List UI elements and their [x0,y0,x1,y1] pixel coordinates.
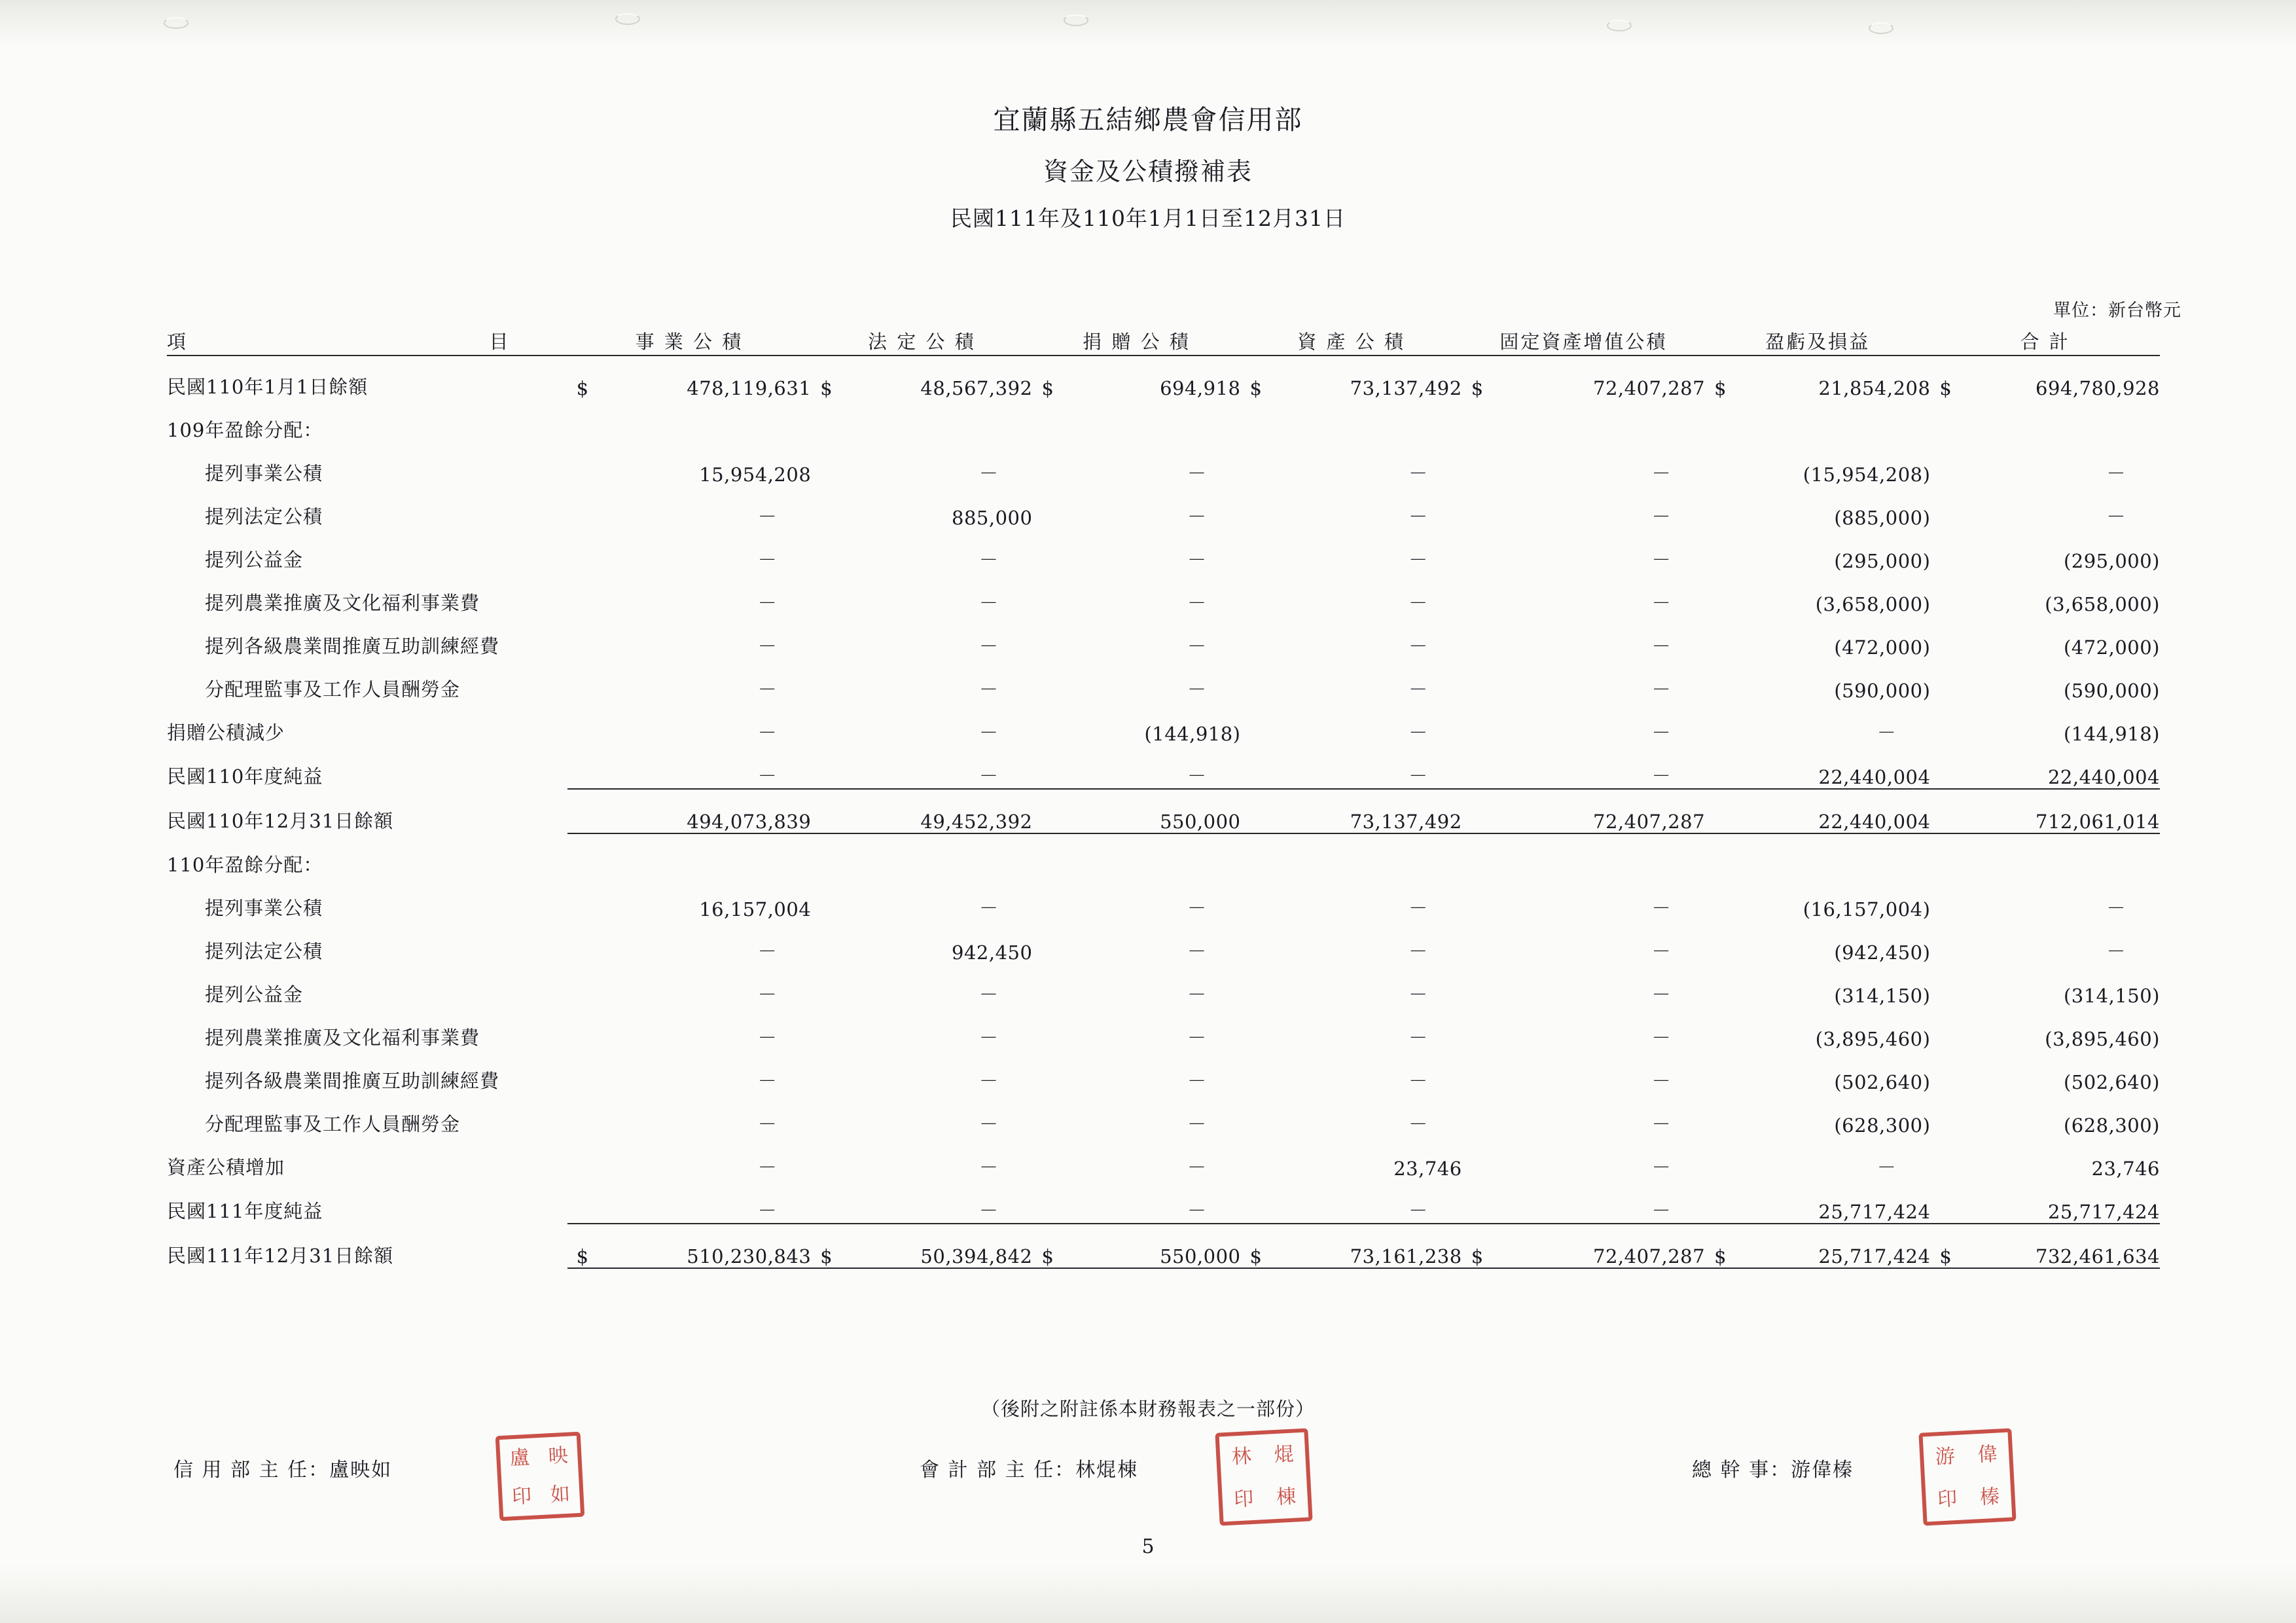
currency-symbol: $ [1471,1245,1484,1267]
cell-value: － [1032,1180,1240,1224]
cell-value: － [757,678,778,701]
row-label: 提列法定公積 [205,940,323,962]
cell-value: (472,000) [2063,636,2160,659]
cell-value: － [1408,678,1428,701]
title-block [0,98,2296,232]
red-seal-stamp-accounting: 林 焜 印 棟 [1215,1428,1312,1525]
cell-value: 16,157,004 [699,898,812,921]
currency-symbol: $ [1714,377,1727,399]
signature-general-manager: 總 幹 事：游偉榛 [1692,1459,1854,1482]
cell-value: 494,073,839 [567,789,812,833]
cell-value: 22,440,004 [1705,745,1930,789]
table-row [167,745,2160,789]
cell-value: － [2106,505,2126,528]
table-row [167,1180,2160,1224]
cell-value: － [1651,897,1672,919]
row-label: 提列事業公積 [205,462,323,484]
report-period: 民國111年及110年1月1日至12月31日 [950,206,1346,231]
cell-value: － [1187,635,1207,657]
table-row [167,572,2160,615]
cell-value: － [1408,1070,1428,1092]
column-header-item-left: 項 [167,331,187,353]
cell-value: － [978,635,999,657]
page-number: 5 [1141,1535,1155,1558]
cell-value: (295,000) [1834,550,1931,572]
cell-value: － [1187,549,1207,571]
cell-value: － [1408,505,1428,528]
column-header-item [167,327,567,354]
cell-value: － [1462,745,1705,789]
table-row [167,1224,2160,1268]
cell-value: － [1651,1113,1672,1135]
red-seal-stamp-manager: 游 偉 印 榛 [1918,1428,2016,1525]
cell-value: － [757,1113,778,1135]
cell-value: 885,000 [952,507,1033,529]
cell-value: 23,746 [2091,1158,2160,1180]
currency-symbol: $ [1249,377,1263,399]
cell-value: 550,000 [1032,789,1240,833]
cell-value: － [1241,1180,1462,1224]
currency-symbol: $ [1471,377,1484,399]
cell-value: － [1651,940,1672,962]
cell-value: － [978,897,999,919]
row-label: 提列法定公積 [205,505,323,528]
cell-value: － [978,983,999,1006]
table-row [167,529,2160,572]
cell-value: $ 478,119,631 [567,356,812,399]
row-label: 提列公益金 [205,549,304,571]
cell-value: － [978,1027,999,1049]
row-label: 民國110年1月1日餘額 [167,376,368,398]
cell-value: － [1408,462,1428,484]
cell-value: $ 550,000 [1032,1224,1240,1268]
cell-value: － [2106,940,2126,962]
cell-value: (628,300) [2063,1114,2160,1137]
cell-value: － [1187,940,1207,962]
cell-value: － [1408,592,1428,614]
row-label: 民國111年度純益 [167,1200,323,1222]
cell-value: － [1651,678,1672,701]
cell-value [1705,399,1930,443]
cell-value: － [1187,678,1207,701]
cell-value [1241,833,1462,877]
cell-value [1930,399,2160,443]
report-title: 資金及公積撥補表 [1043,157,1253,186]
currency-symbol: $ [1714,1245,1727,1267]
cell-value: (314,150) [2063,985,2160,1007]
table-row [167,615,2160,659]
cell-value: － [1651,1027,1672,1049]
cell-value: － [2106,462,2126,484]
row-label: 民國110年度純益 [167,765,323,788]
cell-value: － [978,678,999,701]
cell-value: － [1187,1156,1207,1178]
column-header-5: 固定資產增值公積 [1499,331,1668,353]
cell-value [567,399,812,443]
table-row [167,702,2160,745]
row-label: 提列公益金 [205,983,304,1006]
currency-symbol: $ [576,1245,589,1267]
currency-symbol: $ [1041,377,1054,399]
cell-value [1462,399,1705,443]
organization-title: 宜蘭縣五結鄉農會信用部 [993,104,1303,136]
cell-value: － [978,721,999,744]
cell-value: － [757,505,778,528]
cell-value: 15,954,208 [699,464,812,486]
cell-value: 22,440,004 [1705,789,1930,833]
cell-value: 23,746 [1393,1158,1462,1180]
cell-value: － [1408,897,1428,919]
cell-value: $ 732,461,634 [1930,1224,2160,1268]
column-header-1: 事 業 公 積 [635,331,744,353]
cell-value: － [1408,635,1428,657]
cell-value: (502,640) [1834,1071,1931,1093]
cell-value: － [811,745,1032,789]
table-header-row [167,327,2160,354]
cell-value: － [757,983,778,1006]
cell-value [567,833,812,877]
cell-value: $ 72,407,287 [1462,1224,1705,1268]
cell-value: － [1651,635,1672,657]
cell-value: 712,061,014 [1930,789,2160,833]
column-header-7: 合 計 [2020,331,2070,353]
cell-value: $ 21,854,208 [1705,356,1930,399]
table-row [167,833,2160,877]
cell-value: － [1032,745,1240,789]
cell-value: (472,000) [1834,636,1931,659]
cell-value: － [567,745,812,789]
column-header-2: 法 定 公 積 [868,331,976,353]
red-seal-stamp-credit: 盧 映 印 如 [495,1432,585,1522]
cell-value: (942,450) [1834,941,1931,964]
table-row [167,659,2160,702]
cell-value: $ 50,394,842 [811,1224,1032,1268]
table-row [167,443,2160,486]
cell-value: － [757,1156,778,1178]
cell-value: 25,717,424 [1930,1180,2160,1224]
column-header-item-right: 目 [489,331,509,353]
cell-value: － [1408,983,1428,1006]
table-row [167,1137,2160,1180]
table-row [167,1093,2160,1137]
cell-value: － [1651,721,1672,744]
signature-credit-dept-head: 信 用 部 主 任：盧映如 [173,1459,393,1482]
cell-value: (15,954,208) [1803,464,1931,486]
cell-value: － [1462,1180,1705,1224]
row-label: 提列事業公積 [205,897,323,919]
cell-value: $ 510,230,843 [567,1224,812,1268]
cell-value: － [978,1070,999,1092]
row-label: 110年盈餘分配： [167,854,323,876]
column-header-6: 盈虧及損益 [1765,331,1871,353]
capital-reserve-table [167,327,2160,1269]
currency-symbol: $ [1249,1245,1263,1267]
footnote: （後附之附註係本財務報表之一部份） [980,1398,1315,1420]
cell-value: － [757,635,778,657]
cell-value: － [757,1070,778,1092]
cell-value: (295,000) [2063,550,2160,572]
row-label: 資產公積增加 [167,1156,285,1178]
cell-value: － [811,1180,1032,1224]
row-label: 民國110年12月31日餘額 [167,810,394,832]
cell-value: (885,000) [1834,507,1931,529]
cell-value: (144,918) [2063,723,2160,745]
currency-symbol: $ [1939,377,1952,399]
cell-value: － [1408,1113,1428,1135]
cell-value: － [1651,592,1672,614]
cell-value: (16,157,004) [1803,898,1931,921]
cell-value [1032,833,1240,877]
cell-value: $ 694,918 [1032,356,1240,399]
cell-value: － [978,592,999,614]
cell-value: － [1241,745,1462,789]
cell-value: (3,658,000) [2045,593,2160,615]
currency-symbol: $ [1939,1245,1952,1267]
cell-value [1705,833,1930,877]
cell-value: $ 25,717,424 [1705,1224,1930,1268]
currency-symbol: $ [576,377,589,399]
table-row [167,877,2160,921]
table-row [167,964,2160,1007]
table-row [167,1007,2160,1050]
cell-value: － [1651,983,1672,1006]
cell-value: 72,407,287 [1462,789,1705,833]
cell-value: 73,137,492 [1241,789,1462,833]
row-label: 提列各級農業間推廣互助訓練經費 [205,1070,500,1092]
cell-value: － [1876,1156,1897,1178]
currency-symbol: $ [820,1245,833,1267]
row-label: 捐贈公積減少 [167,721,285,744]
cell-value: － [1187,505,1207,528]
cell-value: － [1187,462,1207,484]
cell-value: － [757,721,778,744]
cell-value: － [978,549,999,571]
cell-value: － [1187,897,1207,919]
unit-note: 單位：新台幣元 [2053,301,2181,321]
cell-value: (3,895,460) [1815,1028,1931,1050]
cell-value: (502,640) [2063,1071,2160,1093]
currency-symbol: $ [1041,1245,1054,1267]
cell-value: － [1651,462,1672,484]
cell-value: － [1187,1027,1207,1049]
cell-value: (3,895,460) [2045,1028,2160,1050]
row-label: 分配理監事及工作人員酬勞金 [205,1113,461,1135]
cell-value [1032,399,1240,443]
cell-value: － [978,1156,999,1178]
row-label: 提列農業推廣及文化福利事業費 [205,592,480,614]
cell-value: － [757,940,778,962]
table-row [167,789,2160,833]
cell-value: － [757,1027,778,1049]
cell-value [811,833,1032,877]
row-label: 提列各級農業間推廣互助訓練經費 [205,635,500,657]
cell-value: － [1651,1156,1672,1178]
cell-value: (144,918) [1144,723,1241,745]
cell-value: 942,450 [952,941,1033,964]
cell-value: － [567,1180,812,1224]
cell-value: $ 694,780,928 [1930,356,2160,399]
cell-value: － [757,592,778,614]
cell-value: － [757,549,778,571]
column-header-3: 捐 贈 公 積 [1083,331,1191,353]
table-row [167,1050,2160,1093]
cell-value: (314,150) [1834,985,1931,1007]
cell-value: － [1408,549,1428,571]
cell-value: (3,658,000) [1815,593,1931,615]
cell-value: － [1651,549,1672,571]
cell-value: 49,452,392 [811,789,1032,833]
cell-value: － [1408,940,1428,962]
cell-value [811,399,1032,443]
table-row [167,486,2160,529]
cell-value: (628,300) [1834,1114,1931,1137]
cell-value: $ 72,407,287 [1462,356,1705,399]
row-label: 分配理監事及工作人員酬勞金 [205,678,461,701]
row-label: 提列農業推廣及文化福利事業費 [205,1027,480,1049]
cell-value: － [978,1113,999,1135]
table-row [167,921,2160,964]
cell-value: － [1651,1070,1672,1092]
cell-value: － [1187,983,1207,1006]
cell-value [1462,833,1705,877]
column-header-4: 資 產 公 積 [1297,331,1405,353]
currency-symbol: $ [820,377,833,399]
signature-accounting-dept-head: 會 計 部 主 任：林焜棟 [920,1459,1139,1482]
cell-value: (590,000) [1834,680,1931,702]
cell-value: － [1187,1113,1207,1135]
row-label: 109年盈餘分配： [167,419,323,441]
cell-value: － [978,462,999,484]
cell-value: － [1187,592,1207,614]
cell-value: － [1408,1027,1428,1049]
table-row [167,399,2160,443]
cell-value: － [1187,1070,1207,1092]
cell-value: $ 73,161,238 [1241,1224,1462,1268]
cell-value: － [2106,897,2126,919]
cell-value: － [1651,505,1672,528]
cell-value: － [1408,721,1428,744]
cell-value: (590,000) [2063,680,2160,702]
table-row [167,356,2160,399]
cell-value: 22,440,004 [1930,745,2160,789]
cell-value: － [1876,721,1897,744]
cell-value: $ 73,137,492 [1241,356,1462,399]
cell-value [1930,833,2160,877]
cell-value [1241,399,1462,443]
cell-value: 25,717,424 [1705,1180,1930,1224]
cell-value: $ 48,567,392 [811,356,1032,399]
row-label: 民國111年12月31日餘額 [167,1245,394,1267]
